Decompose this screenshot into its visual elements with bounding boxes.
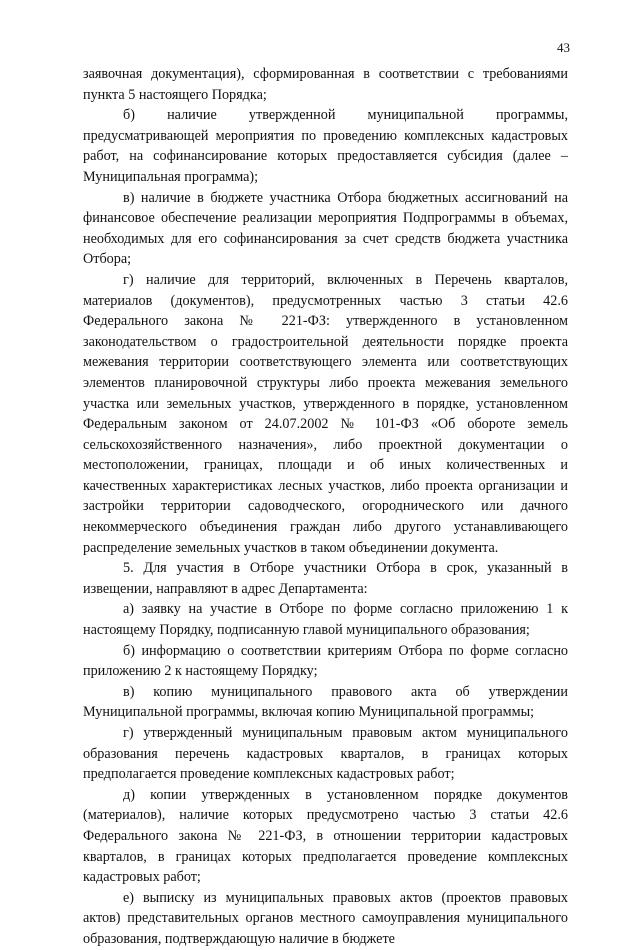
- paragraph-item-b-criteria-info: б) информацию о соответствии критериям Отбора по форме согласно приложению 2 к настоящему Порядку;: [83, 642, 568, 680]
- document-body: [83, 64, 568, 950]
- paragraph-item-e-extract: е) выписку из муниципальных правовых актов (проектов правовых актов) представительных органов местного самоуправления муниципального образования, подтверждающую наличие в бюджете: [83, 889, 568, 947]
- paragraph-item-g-quarters-list: г) утвержденный муниципальным правовым актом муниципального образования перечень кадастровых кварталов, в границах которых предполагается проведение комплексных кадастровых работ;: [83, 725, 568, 783]
- paragraph-continuation: заявочная документация), сформированная в соответствии с требованиями пункта 5 настоящего Порядка;: [83, 66, 568, 103]
- paragraph-section-5: 5. Для участия в Отборе участники Отбора в срок, указанный в извещении, направляют в адрес Департамента:: [83, 560, 568, 597]
- paragraph-item-g-territory-materials: г) наличие для территорий, включенных в Перечень кварталов, материалов (документов), предусмотренных частью 3 статьи 42.6 Федерального закона № 221-ФЗ: утвержденного в установленном законодательством о градостроительной деятельности порядке проекта межевания территории соответствующего элемента или соответствующих элементов планировочной структуры либо проекта межевания земельного участка или земельных участков, утвержденного в порядке, установленном Федеральным законом от 24.07.2002 № 101-ФЗ «Об обороте земель сельскохозяйственного назначения», либо проектной документации о местоположении, границах, площади и об иных количественных и качественных характеристиках лесных участков, либо проекта организации и застройки территории садоводческого, огороднического или дачного некоммерческого объединения граждан либо другого устанавливающего распределение земельных участков в таком объединении документа.: [83, 271, 568, 556]
- page-number: 43: [557, 40, 570, 55]
- paragraph-item-v-legal-act-copy: в) копию муниципального правового акта об утверждении Муниципальной программы, включая копию Муниципальной программы;: [83, 683, 568, 721]
- paragraph-item-a-application: а) заявку на участие в Отборе по форме согласно приложению 1 к настоящему Порядку, подписанную главой муниципального образования;: [83, 601, 568, 639]
- paragraph-item-b-municipal-program: б) наличие утвержденной муниципальной программы, предусматривающей мероприятия по проведению комплексных кадастровых работ, на софинансирование которых предоставляется субсидия (далее – Муниципальная программа);: [83, 107, 568, 185]
- paragraph-item-d-documents-copies: д) копии утвержденных в установленном порядке документов (материалов), наличие которых предусмотрено частью 3 статьи 42.6 Федерального закона № 221-ФЗ, в отношении территории кадастровых кварталов, в границах которых предполагается проведение комплексных кадастровых работ;: [83, 786, 568, 886]
- paragraph-item-v-budget-allocations: в) наличие в бюджете участника Отбора бюджетных ассигнований на финансовое обеспечение реализации мероприятия Подпрограммы в объемах, необходимых для его софинансирования за счет средств бюджета участника Отбора;: [83, 189, 568, 268]
